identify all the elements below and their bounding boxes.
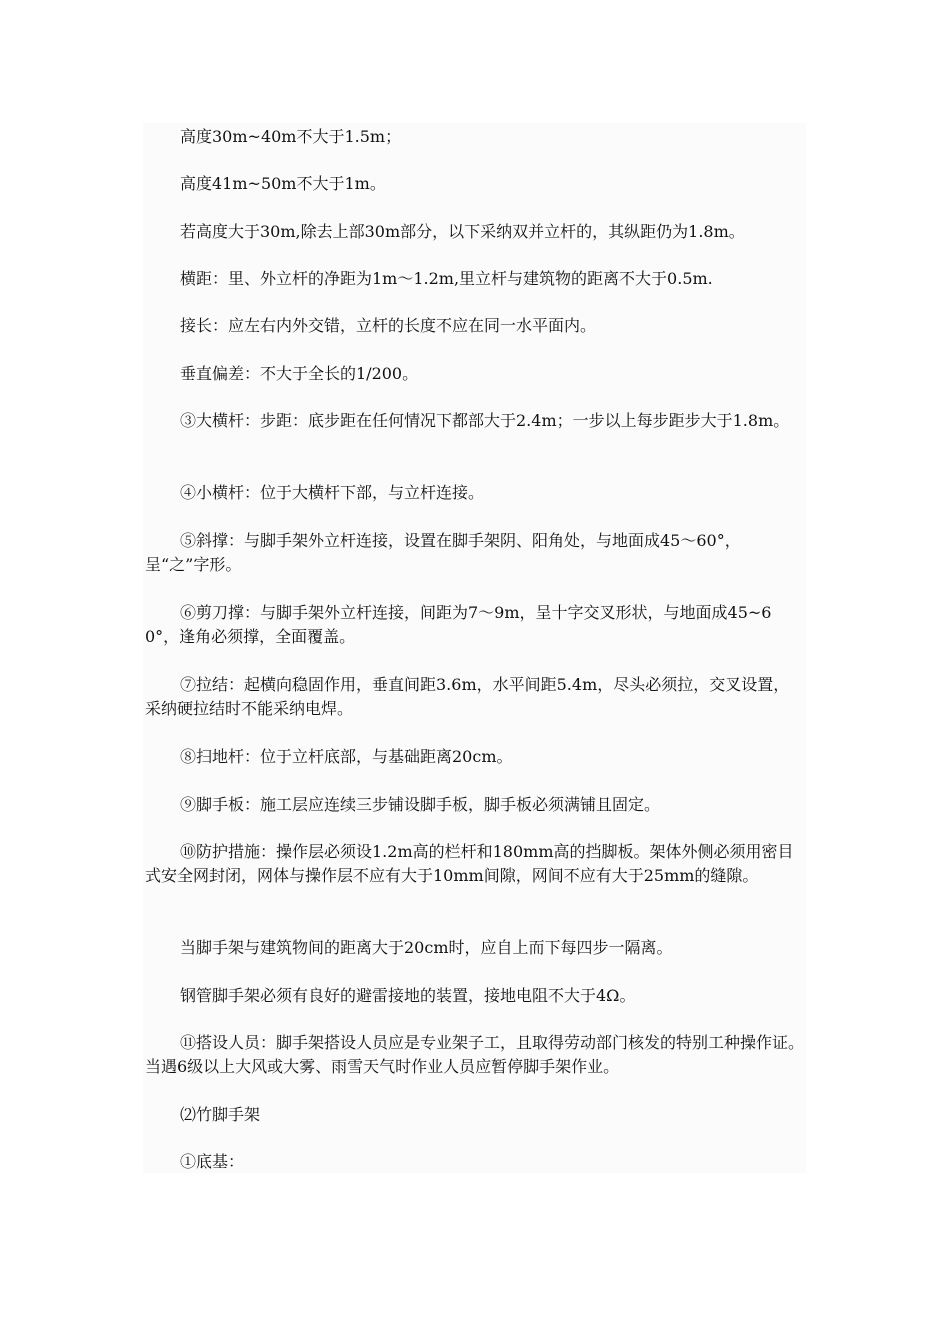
paragraph-extension: 接长：应左右内外交错，立杆的长度不应在同一水平面内。	[180, 316, 597, 335]
paragraph-lightning-grounding: 钢管脚手架必须有良好的避雷接地的装置，接地电阻不大于4Ω。	[180, 986, 636, 1005]
paragraph-erection-personnel: ⑪搭设人员：脚手架搭设人员应是专业架子工，且取得劳动部门核发的特别工种操作证。当遇6级以上大风或大雾、雨雪天气时作业人员应暂停脚手架作业。	[145, 1033, 805, 1076]
paragraph-sweep-pole: ⑧扫地杆：位于立杆底部，与基础距离20cm。	[180, 747, 513, 766]
paragraph-transverse-distance: 横距：里、外立杆的净距为1m～1.2m,里立杆与建筑物的距离不大于0.5m.	[180, 269, 713, 288]
paragraph-small-crossbar: ④小横杆：位于大横杆下部，与立杆连接。	[180, 483, 485, 502]
paragraph-scaffold-board: ⑨脚手板：施工层应连续三步铺设脚手板，脚手板必须满铺且固定。	[180, 795, 661, 814]
paragraph-height-41-50: 高度41m~50m不大于1m。	[180, 174, 386, 193]
paragraph-protective-measures: ⑩防护措施：操作层必须设1.2m高的栏杆和180mm高的挡脚板。架体外侧必须用密目式安全网封闭，网体与操作层不应有大于10mm间隙，网间不应有大于25mm的缝隙。	[145, 842, 794, 885]
paragraph-foundation: ①底基：	[180, 1152, 245, 1171]
paragraph-isolation: 当脚手架与建筑物间的距离大于20cm时，应自上而下每四步一隔离。	[180, 938, 673, 957]
paragraph-double-pole: 若高度大于30m,除去上部30m部分，以下采纳双并立杆的，其纵距仍为1.8m。	[180, 222, 745, 241]
paragraph-diagonal-brace: ⑤斜撑：与脚手架外立杆连接，设置在脚手架阴、阳角处，与地面成45～60°，呈“之”字形。	[145, 531, 741, 574]
paragraph-tie: ⑦拉结：起横向稳固作用，垂直间距3.6m，水平间距5.4m，尽头必须拉，交叉设置，采纳硬拉结时不能采纳电焊。	[145, 675, 790, 718]
paragraph-bamboo-scaffold: ⑵竹脚手架	[180, 1105, 261, 1124]
paragraph-scissor-brace: ⑥剪刀撑：与脚手架外立杆连接，间距为7～9m，呈十字交叉形状，与地面成45~60°，逢角必须撑，全面覆盖。	[145, 603, 772, 646]
paragraph-big-crossbar: ③大横杆：步距：底步距在任何情况下都部大于2.4m；一步以上每步距步大于1.8m。	[180, 411, 790, 430]
paragraph-height-30-40: 高度30m~40m不大于1.5m；	[180, 127, 402, 146]
paragraph-vertical-deviation: 垂直偏差：不大于全长的1/200。	[180, 364, 419, 383]
